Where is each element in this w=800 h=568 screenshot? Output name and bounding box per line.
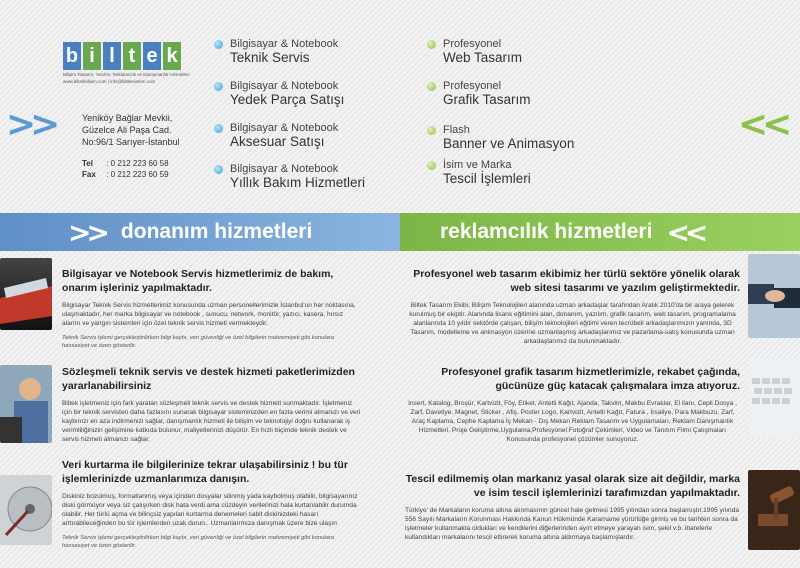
- section-title: Tescil edilmemiş olan markanız yasal olarak size ait değildir, marka ve isim tescil işlemlerinizi tarafımızdan yapılmaktadır.: [405, 473, 740, 499]
- tel-value: : 0 212 223 60 58: [106, 159, 169, 168]
- tel-label: Tel: [82, 159, 93, 168]
- section-title: Veri kurtarma ile bilgilerinize tekrar ulaşabilirsiniz ! bu tür işlemlerinizde uzmanlarımıza danışın.: [62, 459, 348, 485]
- laptop-repair-photo: [0, 258, 52, 330]
- section-trademark: [405, 472, 740, 542]
- logo-letter: t: [123, 42, 141, 70]
- service-item: [427, 124, 574, 151]
- service-item: [214, 80, 344, 107]
- service-line2: Yıllık Bakım Hizmetleri: [230, 175, 366, 190]
- bullet-icon: [427, 126, 436, 135]
- bullet-icon: [214, 40, 223, 49]
- service-line2: Yedek Parça Satışı: [230, 92, 345, 107]
- service-item: [214, 122, 338, 149]
- service-line2: Teknik Servis: [230, 50, 310, 65]
- bullet-icon: [427, 161, 436, 170]
- double-chevron-right-icon: >>: [68, 215, 105, 249]
- service-item: [427, 80, 531, 107]
- section-body: Türkiye' de Markaların koruma altına alınmasının güncel hale gelmesi 1995 yılından sonra başlamıştır.1995 yılında 556 Sayılı Markaların Korunması Hakkında Kanun Hükmünde Kararname yürürlüğe girmiş ve bu tarihten sonra da işletmeler kullanmakta oldukları ve kendilerini diğerlerinden ayırt etmeye yarayan isim, şekil v.b. ibarelerle kullandıkları markalarını tescil ettirerek koruma altına aldırmaya başlamışlardır.: [405, 507, 740, 541]
- section-web-design: [405, 267, 740, 346]
- double-chevron-right-icon: >>: [6, 104, 55, 145]
- biltek-logo: [63, 42, 193, 84]
- fax-label: Fax: [82, 170, 96, 179]
- logo-letter: l: [103, 42, 121, 70]
- section-body: Insert, Katalog, Broşür, Kartvizit, Föy, Etiket, Antetli Kağıt, Ajanda, Takvim, Makbu Evraklar, El ilanı, Cepli Dosya , Zarf, Davetiye, Magnet, Sticker , Afiş, Poster Logo, Kartvizit, Antetli Kağıt, Fatura , İrsaliye, Para Makbuzu, Zarf, Araç Kaplama, Cephe Kaplama İç Mekan - Dış Mekan Reklam Tasarım ve Uygulamaları, Reklam Danışmanlık Hizmetleri, Proje Geliştirme,Uygulama,Profesyonel Fotoğraf Çekimleri, Video ve Tanıtım Filmi Çalışmaları Konusunda profesyonel çözümler sunuyoruz.: [408, 400, 737, 443]
- banner-title: donanım hizmetleri: [120, 220, 313, 243]
- service-line2: Banner ve Animasyon: [443, 136, 575, 151]
- handshake-photo: [748, 254, 800, 338]
- service-line1: Flash: [443, 124, 470, 136]
- bullet-icon: [214, 82, 223, 91]
- service-line1: Bilgisayar & Notebook: [230, 80, 339, 92]
- gavel-photo: [748, 470, 800, 550]
- logo-links[interactable]: www.biltekbilisim.com | info@bilteksistem.com: [63, 79, 156, 84]
- section-title: Profesyonel grafik tasarım hizmetlerimizle, rekabet çağında, gücünüze güç katacak çalışmalara imza atıyoruz.: [441, 366, 740, 392]
- banner-title: reklamcılık hizmetleri: [440, 220, 653, 243]
- address-block: [82, 112, 180, 148]
- section-graphic-design: [405, 365, 740, 444]
- service-line1: Bilgisayar & Notebook: [230, 122, 339, 134]
- section-title: Sözleşmeli teknik servis ve destek hizmeti paketlerimizden yararlanabilirsiniz: [62, 366, 355, 392]
- keyboard-photo: [748, 358, 800, 438]
- hard-disk-photo: [0, 475, 52, 545]
- logo-letter: i: [83, 42, 101, 70]
- bullet-icon: [427, 82, 436, 91]
- service-line1: İsim ve Marka: [443, 159, 512, 171]
- service-line1: Profesyonel: [443, 80, 502, 92]
- section-body: Biltek Tasarım Ekibi, Bilişim Teknolojileri alanında uzman arkadaşlar tarafından Aralık 2010'da bir araya gelerek kurulmuş bir ekiptir. Alanında lisans eğitimini alan, donanım, yazılım, grafik tasarım, web tasarım, programalama alanlarında 10 yıldır sektörde çalışan, bilişim teknolojileri eğitimi veren tecrübeli arkadaşlarımızın yanında, 3D Tasarım, modelleme ve animasyon üzerine uzmanlaşmış arkadaşlarımız ve pazarlama-satış konusunda uzman arkadaşlarımız da bulunmaktadır.: [409, 302, 736, 345]
- logo-letter: b: [63, 42, 81, 70]
- bullet-icon: [427, 40, 436, 49]
- phone-block: [82, 158, 169, 180]
- section-body: Biltek işletmeniz için fark yaratan sözleşmeli teknik servis ve destek hizmeti sunmaktadır. İşletmeniz için bir teknik servisten daha fazlasını sunarak bilgisayar sisteminizden en fazla verimi almanızı ve veri kaybınızı en aza indirmenizi sağlar, danışmanlık hizmeti ile bilişim ve teknolojiyi doğru kullanarak iş verimliliğinizin gelişimine katkıda bulunur, maliyetlerinizi düşürür. En hızlı biçimde teknik destek ve servis hizmeti almanızı sağlar.: [62, 400, 361, 443]
- service-line1: Bilgisayar & Notebook: [230, 38, 339, 50]
- advertising-services-banner: [400, 213, 800, 251]
- section-tech-service: [62, 267, 362, 350]
- fax-value: : 0 212 223 60 59: [106, 170, 169, 179]
- service-item: [214, 163, 365, 190]
- fax-row: [82, 169, 169, 180]
- service-line2: Tescil İşlemleri: [443, 171, 531, 186]
- bullet-icon: [214, 165, 223, 174]
- service-line1: Bilgisayar & Notebook: [230, 163, 339, 175]
- service-line2: Aksesuar Satışı: [230, 134, 325, 149]
- section-contract-service: [62, 365, 362, 444]
- service-line2: Grafik Tasarım: [443, 92, 531, 107]
- service-line1: Profesyonel: [443, 38, 502, 50]
- section-title: Profesyonel web tasarım ekibimiz her türlü sektöre yönelik olarak web sitesi tasarımı ve yazılım geliştirmektedir.: [413, 268, 740, 294]
- double-chevron-left-icon: <<: [738, 104, 787, 145]
- section-note: Teknik Servis işlemi gerçekleştirilirken bilgi kaybı, veri güvenliği ve özel bilgilerin mahremiyeti gibi konulara hassasiyet ve özen gösterilir.: [62, 535, 335, 549]
- address-line: Yeniköy Bağlar Mevkii,: [82, 113, 173, 123]
- technician-photo: [0, 365, 52, 443]
- logo-letter: k: [163, 42, 181, 70]
- section-note: Teknik Servis işlemi gerçekleştirilirken bilgi kaybı, veri güvenliği ve özel bilgilerin mahremiyeti gibi konulara hassasiyet ve özen gösterilir.: [62, 335, 335, 349]
- service-line2: Web Tasarım: [443, 50, 523, 65]
- logo-tagline: Bilişim Tasarım, Yazılım, Reklamcılık ve Danışmanlık Hizmetleri: [63, 72, 190, 77]
- service-item: [427, 159, 531, 186]
- section-title: Bilgisayar ve Notebook Servis hizmetlerimiz de bakım, onarım işleriniz yapılmaktadır.: [62, 268, 334, 294]
- bullet-icon: [214, 124, 223, 133]
- section-body: Bilgisayar Teknik Servis hizmetlerimiz konusunda uzman personellerimizle İstanbul'un her noktasına, ulaşmaktadır, her marka bilgisayar ve notebook , sunucu, network, monitör, yazıcı, kasera, hırsız alarmı ve yangın sistemleri için özel teknik servis hizmeti vermekteydir.: [62, 302, 356, 327]
- address-line: Güzelce Ali Paşa Cad.: [82, 125, 172, 135]
- section-data-recovery: [62, 458, 362, 550]
- section-body: Diskiniz bozulmuş, formatlanmış veya içinden dosyalar silinmiş yada kaybolmuş olabilir, bilgisayarınız diski görmüyor veya siz çalışırken disk hata verdi ama cüzdeyin verilerinizi hala kurtarılabilir durumda olabilir. Her türlü açma ve bilinçsiz yapılan kurtarma denemeleri sabit diskinizdeki hasarı arttırabileceğinden bu tür işlemlerden uzak durun.. Uzmanlarımıza danışmak üzere bize ulaşın: [62, 493, 358, 527]
- hardware-services-banner: [0, 213, 400, 251]
- service-item: [214, 38, 338, 65]
- tel-row: [82, 158, 169, 169]
- double-chevron-left-icon: <<: [666, 215, 704, 249]
- logo-letters: [63, 42, 193, 70]
- logo-letter: e: [143, 42, 161, 70]
- service-item: [427, 38, 522, 65]
- address-line: No:96/1 Sarıyer-İstanbul: [82, 137, 180, 147]
